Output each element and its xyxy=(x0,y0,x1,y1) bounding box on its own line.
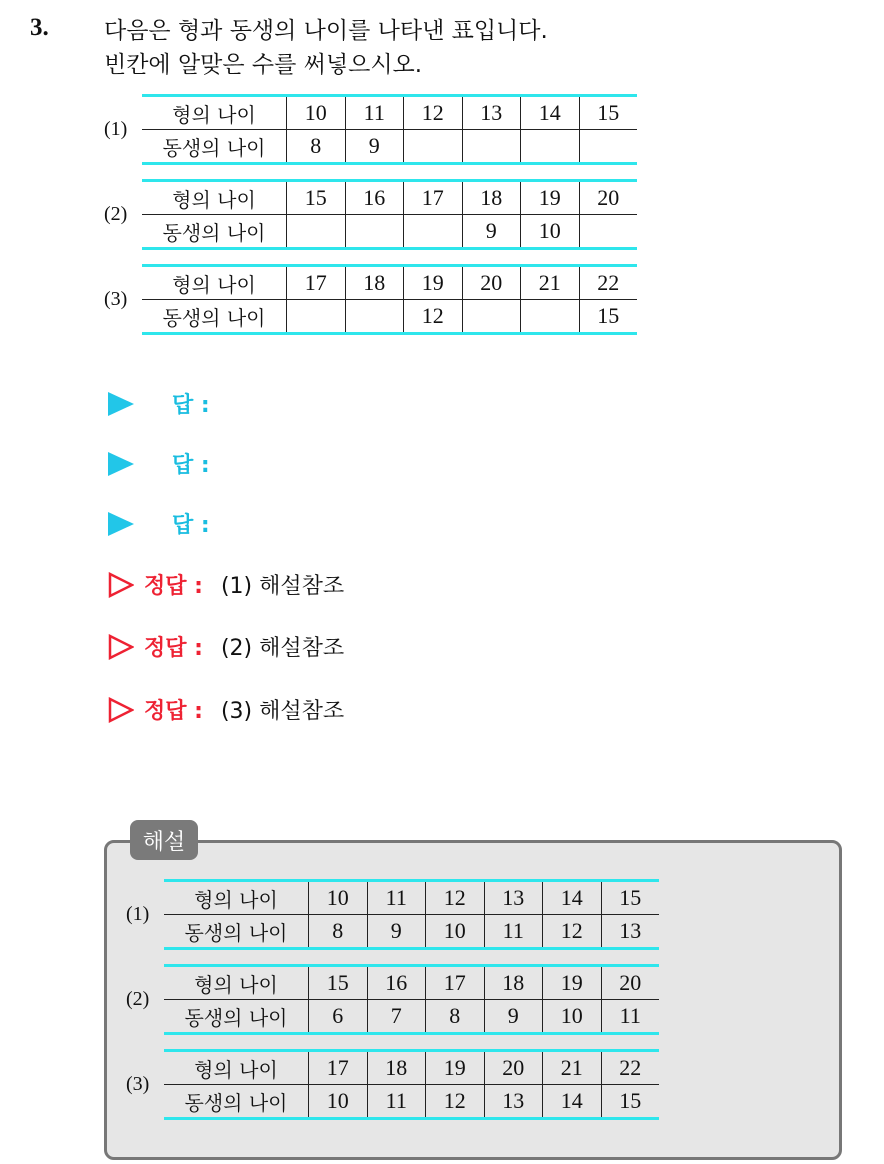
part-label: (1) xyxy=(126,903,150,925)
age-cell[interactable] xyxy=(579,215,637,249)
play-triangle-icon xyxy=(108,512,134,536)
age-cell[interactable] xyxy=(287,215,346,249)
age-cell[interactable] xyxy=(404,130,463,164)
age-cell: 10 xyxy=(309,1085,368,1119)
age-cell: 11 xyxy=(367,881,426,915)
younger-age-row xyxy=(164,1000,659,1034)
age-cell: 10 xyxy=(287,96,346,130)
age-cell: 9 xyxy=(345,130,404,164)
explanation-tab: 해설 xyxy=(130,820,198,860)
correct-value: (3) 해설참조 xyxy=(220,699,345,724)
age-table-part xyxy=(104,94,637,165)
age-cell[interactable] xyxy=(287,300,346,334)
age-table xyxy=(164,1049,659,1120)
part-label: (1) xyxy=(104,118,128,140)
age-cell[interactable] xyxy=(521,130,580,164)
age-cell: 8 xyxy=(309,915,368,949)
age-cell: 10 xyxy=(309,881,368,915)
age-cell: 13 xyxy=(601,915,659,949)
age-table xyxy=(142,94,637,165)
age-cell: 8 xyxy=(287,130,346,164)
answer-label: 답 : xyxy=(172,393,210,418)
age-cell[interactable] xyxy=(521,300,580,334)
play-triangle-icon xyxy=(108,452,134,476)
age-cell: 20 xyxy=(579,181,637,215)
correct-label: 정답 : xyxy=(144,699,203,724)
age-cell: 17 xyxy=(287,266,346,300)
age-cell: 22 xyxy=(579,266,637,300)
age-cell: 15 xyxy=(309,966,368,1000)
age-cell: 13 xyxy=(462,96,521,130)
part-label: (2) xyxy=(126,988,150,1010)
age-table xyxy=(142,264,637,335)
younger-age-row xyxy=(142,215,637,249)
row-header: 동생의 나이 xyxy=(142,300,287,334)
age-cell: 19 xyxy=(404,266,463,300)
question-text xyxy=(104,14,548,82)
answer-label: 답 : xyxy=(172,453,210,478)
row-header: 형의 나이 xyxy=(164,966,309,1000)
part-label: (2) xyxy=(104,203,128,225)
part-label: (3) xyxy=(126,1073,150,1095)
play-triangle-icon xyxy=(108,392,134,416)
question-line-1: 다음은 형과 동생의 나이를 나타낸 표입니다. xyxy=(104,18,548,44)
age-table-part xyxy=(126,964,659,1035)
age-cell: 17 xyxy=(426,966,485,1000)
age-cell: 22 xyxy=(601,1051,659,1085)
age-table-part xyxy=(126,1049,659,1120)
age-cell[interactable] xyxy=(579,130,637,164)
age-cell: 11 xyxy=(367,1085,426,1119)
age-cell: 14 xyxy=(543,1085,602,1119)
age-cell: 15 xyxy=(601,1085,659,1119)
age-table xyxy=(164,879,659,950)
age-cell: 21 xyxy=(543,1051,602,1085)
age-cell: 16 xyxy=(367,966,426,1000)
age-cell: 15 xyxy=(601,881,659,915)
age-cell: 15 xyxy=(579,96,637,130)
younger-age-row xyxy=(164,915,659,949)
row-header: 동생의 나이 xyxy=(164,1000,309,1034)
age-cell[interactable] xyxy=(345,215,404,249)
age-cell: 18 xyxy=(367,1051,426,1085)
part-label: (3) xyxy=(104,288,128,310)
age-cell: 20 xyxy=(601,966,659,1000)
correct-label: 정답 : xyxy=(144,574,203,599)
age-cell: 9 xyxy=(484,1000,543,1034)
age-cell: 12 xyxy=(543,915,602,949)
age-cell[interactable] xyxy=(462,300,521,334)
question-number: 3. xyxy=(30,14,49,41)
age-cell: 18 xyxy=(462,181,521,215)
outline-triangle-icon xyxy=(108,572,134,598)
age-cell[interactable] xyxy=(404,215,463,249)
age-cell: 19 xyxy=(521,181,580,215)
older-age-row xyxy=(164,881,659,915)
answer-row-3[interactable] xyxy=(108,508,210,539)
age-cell: 9 xyxy=(367,915,426,949)
answer-label: 답 : xyxy=(172,513,210,538)
age-table-part xyxy=(104,264,637,335)
age-cell: 12 xyxy=(404,96,463,130)
age-cell: 12 xyxy=(404,300,463,334)
age-cell[interactable] xyxy=(345,300,404,334)
age-cell: 10 xyxy=(521,215,580,249)
age-cell: 18 xyxy=(484,966,543,1000)
younger-age-row xyxy=(142,130,637,164)
age-cell: 17 xyxy=(404,181,463,215)
age-cell: 18 xyxy=(345,266,404,300)
correct-answer-row-1 xyxy=(108,569,344,600)
age-cell: 11 xyxy=(484,915,543,949)
age-table-part xyxy=(126,879,659,950)
older-age-row xyxy=(164,1051,659,1085)
answer-row-2[interactable] xyxy=(108,448,210,479)
younger-age-row xyxy=(142,300,637,334)
age-cell[interactable] xyxy=(462,130,521,164)
age-cell: 15 xyxy=(579,300,637,334)
age-cell: 19 xyxy=(543,966,602,1000)
age-table xyxy=(164,964,659,1035)
row-header: 형의 나이 xyxy=(142,181,287,215)
older-age-row xyxy=(142,266,637,300)
age-cell: 12 xyxy=(426,1085,485,1119)
age-cell: 17 xyxy=(309,1051,368,1085)
age-cell: 12 xyxy=(426,881,485,915)
correct-label: 정답 : xyxy=(144,636,203,661)
age-cell: 10 xyxy=(543,1000,602,1034)
age-cell: 6 xyxy=(309,1000,368,1034)
correct-value: (1) 해설참조 xyxy=(220,574,345,599)
row-header: 형의 나이 xyxy=(164,1051,309,1085)
age-cell: 8 xyxy=(426,1000,485,1034)
age-cell: 20 xyxy=(484,1051,543,1085)
row-header: 동생의 나이 xyxy=(142,215,287,249)
row-header: 동생의 나이 xyxy=(164,1085,309,1119)
age-cell: 13 xyxy=(484,881,543,915)
age-cell: 7 xyxy=(367,1000,426,1034)
older-age-row xyxy=(142,96,637,130)
age-cell: 10 xyxy=(426,915,485,949)
age-cell: 9 xyxy=(462,215,521,249)
age-cell: 19 xyxy=(426,1051,485,1085)
age-cell: 16 xyxy=(345,181,404,215)
older-age-row xyxy=(164,966,659,1000)
row-header: 형의 나이 xyxy=(164,881,309,915)
outline-triangle-icon xyxy=(108,634,134,660)
age-cell: 15 xyxy=(287,181,346,215)
correct-answer-row-3 xyxy=(108,694,344,725)
row-header: 형의 나이 xyxy=(142,266,287,300)
row-header: 동생의 나이 xyxy=(164,915,309,949)
row-header: 동생의 나이 xyxy=(142,130,287,164)
question-line-2: 빈칸에 알맞은 수를 써넣으시오. xyxy=(104,52,423,78)
younger-age-row xyxy=(164,1085,659,1119)
outline-triangle-icon xyxy=(108,697,134,723)
older-age-row xyxy=(142,181,637,215)
correct-answer-row-2 xyxy=(108,631,344,662)
age-cell: 13 xyxy=(484,1085,543,1119)
answer-row-1[interactable] xyxy=(108,388,210,419)
age-table xyxy=(142,179,637,250)
correct-value: (2) 해설참조 xyxy=(220,636,345,661)
row-header: 형의 나이 xyxy=(142,96,287,130)
age-cell: 11 xyxy=(345,96,404,130)
age-cell: 21 xyxy=(521,266,580,300)
age-table-part xyxy=(104,179,637,250)
age-cell: 14 xyxy=(543,881,602,915)
age-cell: 11 xyxy=(601,1000,659,1034)
age-cell: 14 xyxy=(521,96,580,130)
age-cell: 20 xyxy=(462,266,521,300)
